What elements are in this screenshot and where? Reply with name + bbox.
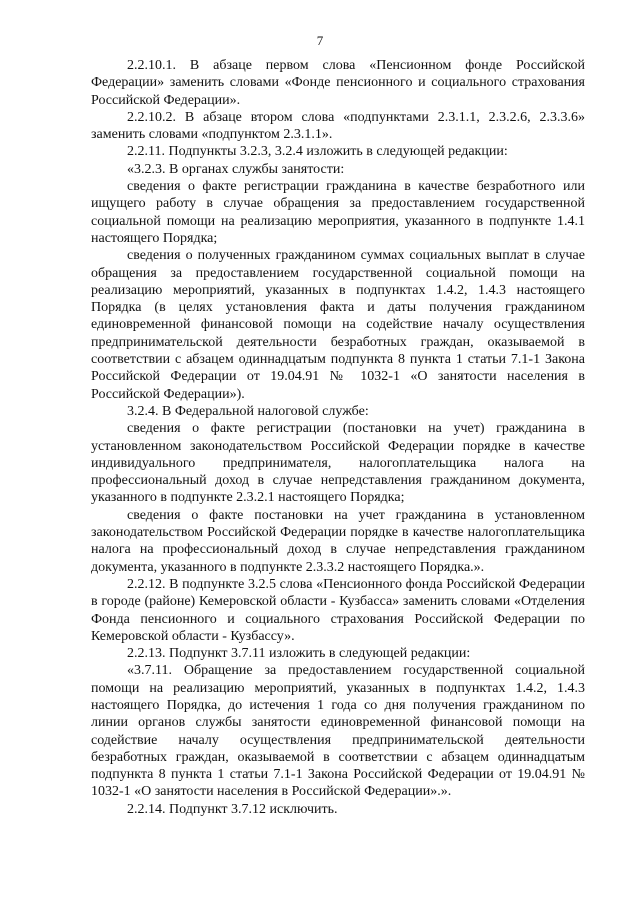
paragraph-2-2-10-1: 2.2.10.1. В абзаце первом слова «Пенсионном фонде Российской Федерации» заменить словами «Фонде пенсионного и социального страхования Российской Федерации». [91, 58, 585, 108]
paragraph-3-2-4-item-2: сведения о факте постановки на учет гражданина в установленном законодательством Российской Федерации порядке в качестве налогоплательщика налога на профессиональный доход в случае непредставления гражданином документа, указанного в подпункте 2.3.3.2 настоящего Порядка.». [91, 507, 585, 575]
paragraph-3-2-4-heading: 3.2.4. В Федеральной налоговой службе: [127, 403, 369, 419]
paragraph-2-2-14: 2.2.14. Подпункт 3.7.12 исключить. [127, 801, 338, 817]
document-body [91, 57, 585, 818]
paragraph-2-2-13: 2.2.13. Подпункт 3.7.11 изложить в следующей редакции: [127, 646, 471, 662]
paragraph-2-2-10-2: 2.2.10.2. В абзаце втором слова «подпунктами 2.3.1.1, 2.3.2.6, 2.3.3.6» заменить словами «подпунктом 2.3.1.1». [91, 109, 585, 143]
page-number: 7 [316, 33, 324, 48]
paragraph-2-2-12: 2.2.12. В подпункте 3.2.5 слова «Пенсионного фонда Российской Федерации в городе (районе) Кемеровской области - Кузбасса» заменить словами «Отделения Фонда пенсионного и социального страхования Российской Федерации по Кемеровской области - Кузбассу». [91, 576, 585, 644]
paragraph-3-2-3-heading: «3.2.3. В органах службы занятости: [127, 161, 345, 177]
paragraph-3-2-3-item-2: сведения о полученных гражданином суммах социальных выплат в случае обращения за предоставлением государственной социальной помощи на реализацию мероприятий, указанных в подпунктах 1.4.2, 1.4.3 настоящего Порядка (в целях установления факта и даты получения гражданином единовременной финансовой помощи на содействие началу осуществления предпринимательской деятельности безработных граждан, оказываемой в соответствии с абзацем одиннадцатым подпункта 8 пункта 1 статьи 7.1-1 Закона Российской Федерации от 19.04.91 № 1032-1 «О занятости населения в Российской Федерации»). [91, 248, 585, 402]
paragraph-3-2-4-item-1: сведения о факте регистрации (постановки на учет) гражданина в установленном законодательством Российской Федерации порядке в качестве индивидуального предпринимателя, налогоплательщика налога на профессиональный доход в случае непредставления гражданином документа, указанного в подпункте 2.3.2.1 настоящего Порядка; [91, 421, 585, 506]
paragraph-3-2-3-item-1: сведения о факте регистрации гражданина в качестве безработного или ищущего работу в случае обращения за предоставлением государственной социальной помощи на реализацию мероприятия, указанного в подпункте 1.4.1 настоящего Порядка; [91, 179, 585, 246]
paragraph-3-7-11: «3.7.11. Обращение за предоставлением государственной социальной помощи на реализацию мероприятий, указанных в подпунктах 1.4.2, 1.4.3 настоящего Порядка, до истечения 1 года со дня получения гражданином по линии органов службы занятости единовременной финансовой помощи на содействие началу осуществления предпринимательской деятельности безработных граждан, оказываемой в соответствии с абзацем одиннадцатым подпункта 8 пункта 1 статьи 7.1-1 Закона Российской Федерации от 19.04.91 № 1032-1 «О занятости населения в Российской Федерации».». [91, 663, 585, 800]
paragraph-2-2-11: 2.2.11. Подпункты 3.2.3, 3.2.4 изложить в следующей редакции: [127, 144, 508, 160]
